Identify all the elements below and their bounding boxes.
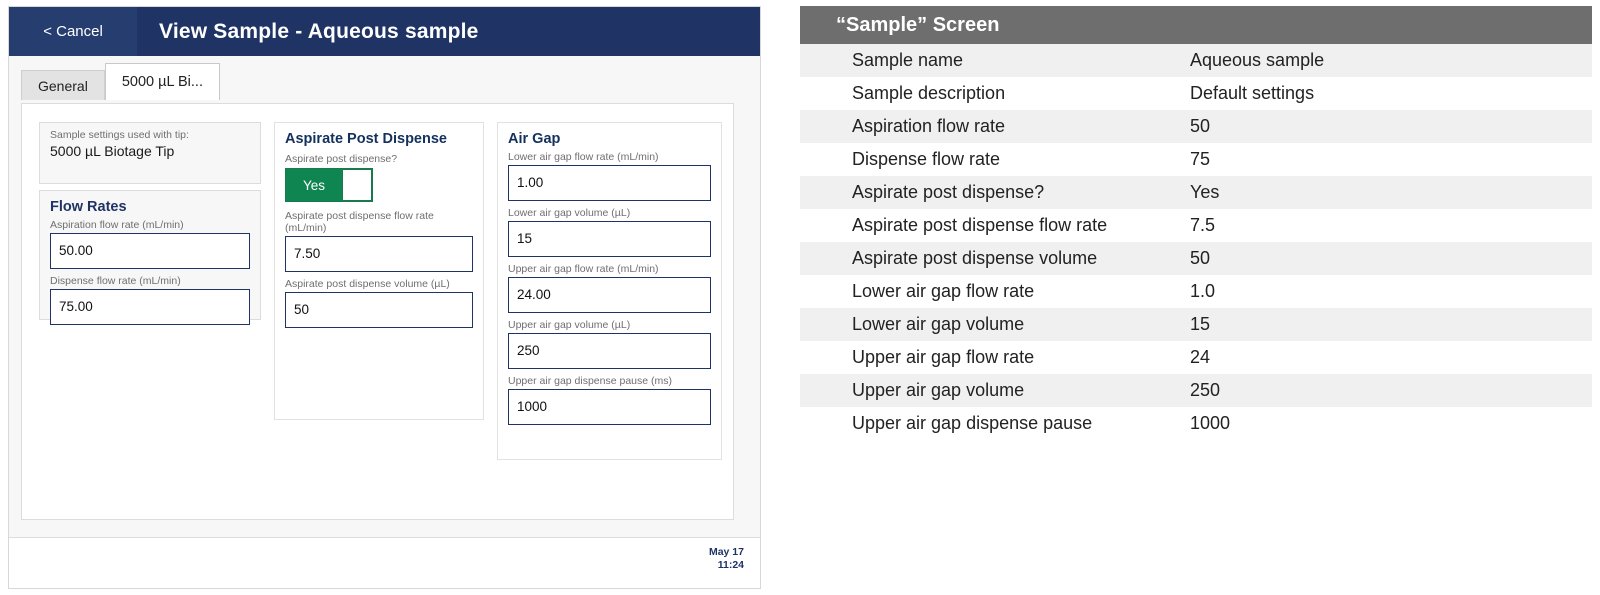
upper-air-gap-dispense-pause-label: Upper air gap dispense pause (ms) — [508, 375, 673, 387]
table-row — [800, 275, 1592, 308]
row-label: Dispense flow rate — [852, 149, 1001, 169]
row-value: 1000 — [1190, 413, 1231, 433]
aspirate-post-dispense-volume-field — [285, 278, 473, 328]
row-label: Lower air gap flow rate — [852, 281, 1035, 301]
aspiration-flow-rate-field — [50, 219, 250, 269]
dispense-flow-rate-input[interactable]: 75.00 — [50, 289, 250, 325]
clock-time: 11:24 — [717, 559, 744, 571]
table-row — [800, 374, 1592, 407]
aspiration-flow-rate-input[interactable]: 50.00 — [50, 233, 250, 269]
row-label: Sample name — [852, 50, 964, 70]
page-title: View Sample - Aqueous sample — [159, 19, 479, 43]
upper-air-gap-dispense-pause-field — [508, 375, 711, 425]
tab-bar — [21, 67, 220, 100]
title-bar — [9, 7, 761, 56]
tip-caption: Sample settings used with tip: — [50, 129, 189, 141]
clock — [709, 546, 744, 572]
table-row — [800, 308, 1592, 341]
aspirate-post-dispense-title: Aspirate Post Dispense — [285, 131, 447, 147]
row-value: Aqueous sample — [1190, 50, 1325, 70]
aspirate-post-dispense-toggle-label: Aspirate post dispense? — [285, 153, 398, 165]
table-row — [800, 44, 1592, 77]
row-value: Yes — [1190, 182, 1220, 202]
summary-rows — [800, 44, 1592, 440]
dispense-flow-rate-label: Dispense flow rate (mL/min) — [50, 275, 181, 287]
lower-air-gap-volume-label: Lower air gap volume (µL) — [508, 207, 631, 219]
row-value: Default settings — [1190, 83, 1315, 103]
upper-air-gap-flow-rate-label: Upper air gap flow rate (mL/min) — [508, 263, 659, 275]
tab-5000-ul-biotage-tip[interactable]: 5000 µL Bi... — [105, 63, 220, 100]
flow-rates-title: Flow Rates — [50, 199, 127, 215]
table-row — [800, 143, 1592, 176]
row-label: Aspirate post dispense flow rate — [852, 215, 1108, 235]
table-row — [800, 209, 1592, 242]
upper-air-gap-flow-rate-input[interactable]: 24.00 — [508, 277, 711, 313]
clock-date: May 17 — [708, 546, 744, 558]
row-label: Upper air gap flow rate — [852, 347, 1035, 367]
row-label: Upper air gap volume — [852, 380, 1025, 400]
aspirate-post-dispense-group — [274, 122, 484, 420]
aspirate-post-dispense-flow-rate-label: Aspirate post dispense flow rate (mL/min) — [285, 210, 434, 234]
table-row — [800, 77, 1592, 110]
row-label: Aspirate post dispense? — [852, 182, 1045, 202]
aspirate-post-dispense-volume-input[interactable]: 50 — [285, 292, 473, 328]
row-value: 50 — [1190, 248, 1211, 268]
row-label: Aspirate post dispense volume — [852, 248, 1098, 268]
upper-air-gap-volume-label: Upper air gap volume (µL) — [508, 319, 631, 331]
row-value: 75 — [1190, 149, 1211, 169]
aspirate-post-dispense-flow-rate-input[interactable]: 7.50 — [285, 236, 473, 272]
upper-air-gap-flow-rate-field — [508, 263, 711, 313]
row-label: Upper air gap dispense pause — [852, 413, 1093, 433]
tip-value: 5000 µL Biotage Tip — [50, 143, 175, 159]
aspiration-flow-rate-label: Aspiration flow rate (mL/min) — [50, 219, 184, 231]
row-label: Aspiration flow rate — [852, 116, 1006, 136]
upper-air-gap-volume-field — [508, 319, 711, 369]
lower-air-gap-flow-rate-input[interactable]: 1.00 — [508, 165, 711, 201]
row-value: 24 — [1190, 347, 1211, 367]
upper-air-gap-volume-input[interactable]: 250 — [508, 333, 711, 369]
aspirate-post-dispense-toggle-value: Yes — [302, 177, 326, 193]
aspirate-post-dispense-flow-rate-field — [285, 210, 473, 272]
dispense-flow-rate-field — [50, 275, 250, 325]
lower-air-gap-volume-field — [508, 207, 711, 257]
aspirate-post-dispense-toggle[interactable] — [285, 168, 373, 202]
tip-group — [39, 122, 261, 184]
row-value: 7.5 — [1190, 215, 1216, 235]
table-row — [800, 341, 1592, 374]
summary-table — [800, 6, 1592, 586]
row-label: Lower air gap volume — [852, 314, 1025, 334]
tab-general[interactable]: General — [21, 70, 105, 100]
status-bar — [9, 537, 761, 588]
row-label: Sample description — [852, 83, 1006, 103]
summary-header — [800, 6, 1592, 44]
air-gap-group — [497, 122, 722, 460]
toggle-knob-icon — [342, 169, 372, 201]
table-row — [800, 407, 1592, 440]
settings-panel — [21, 103, 734, 520]
flow-rates-group — [39, 190, 261, 320]
row-value: 15 — [1190, 314, 1211, 334]
device-screen — [8, 6, 761, 589]
aspirate-post-dispense-volume-label: Aspirate post dispense volume (µL) — [285, 278, 450, 290]
summary-header-title: “Sample” Screen — [836, 13, 1000, 36]
lower-air-gap-flow-rate-label: Lower air gap flow rate (mL/min) — [508, 151, 659, 163]
row-value: 50 — [1190, 116, 1211, 136]
cancel-button[interactable]: < Cancel — [9, 7, 137, 56]
table-row — [800, 242, 1592, 275]
row-value: 250 — [1190, 380, 1221, 400]
air-gap-title: Air Gap — [508, 131, 561, 147]
table-row — [800, 176, 1592, 209]
table-row — [800, 110, 1592, 143]
upper-air-gap-dispense-pause-input[interactable]: 1000 — [508, 389, 711, 425]
lower-air-gap-flow-rate-field — [508, 151, 711, 201]
row-value: 1.0 — [1190, 281, 1216, 301]
lower-air-gap-volume-input[interactable]: 15 — [508, 221, 711, 257]
